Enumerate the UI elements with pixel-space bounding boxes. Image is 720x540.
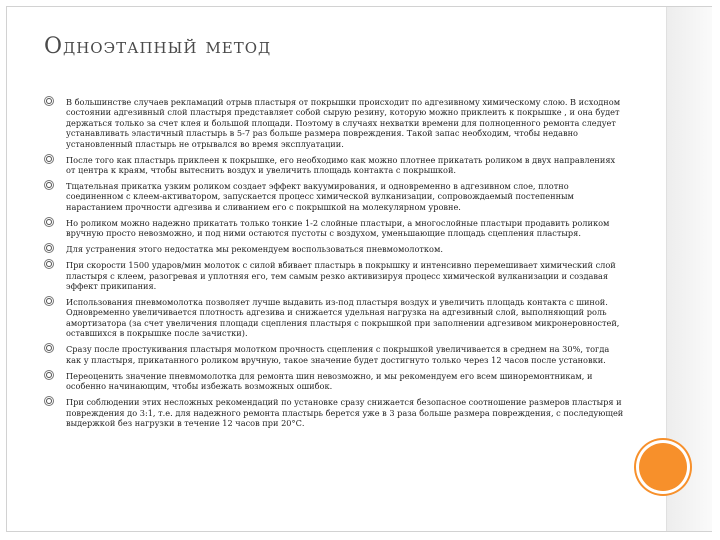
- bullet-list: [44, 97, 624, 434]
- list-item-text: Сразу после простукивания пластыря молотком прочность сцепления с покрышкой увеличивается в среднем на 30%, тогда как у пластыря, прикатанного роликом вручную, такое значение будет достигнуто только через 12 часов после установки.: [66, 344, 610, 365]
- list-item: [44, 344, 624, 365]
- list-item: [44, 97, 624, 149]
- list-item: [44, 371, 624, 392]
- bullet-circle-icon: [46, 219, 52, 225]
- slide-title: Одноэтапный метод: [44, 34, 272, 59]
- list-item: [44, 155, 624, 176]
- list-item-text: После того как пластырь приклеен к покрышке, его необходимо как можно плотнее прикатать роликом в двух направлениях от центра к краям, чтобы вытеснить воздух и увеличить площадь контакта с покрышкой.: [66, 154, 616, 176]
- bullet-circle-icon: [46, 98, 52, 104]
- list-item-text: Тщательная прикатка узким роликом создает эффект вакуумирования, и одновременно в адгезивном слое, плотно соединенном с клеем-активатором, запускается процесс химической вулканизации, сопровождаемый постепенным нарастанием прочности адгезива и сливанием его с покрышкой на молекулярном уровне.: [66, 181, 574, 212]
- bullet-circle-icon: [46, 345, 52, 351]
- list-item: [44, 260, 624, 291]
- bullet-circle-icon: [46, 261, 52, 267]
- list-item: [44, 297, 624, 339]
- list-item-text: В большинстве случаев рекламаций отрыв пластыря от покрышки происходит по адгезивному химическому слою. В исходном состоянии адгезивный слой пластыря представляет собой сырую резину, которую можно приклеить к покрышке , и она будет держаться только за счет клея и большой площади. Поэтому в случаях нехватки времени для полноценного ремонта следует устанавливать эластичный пластырь в 5-7 раз больше размера повреждения. Такой запас необходим, чтобы недавно установленный пластырь не отрывался во время эксплуатации.: [66, 97, 621, 149]
- list-item-text: Для устранения этого недостатка мы рекомендуем воспользоваться пневмомолотком.: [66, 244, 443, 255]
- list-item-text: При скорости 1500 ударов/мин молоток с силой вбивает пластырь в покрышку и интенсивно перемешивает химический слой пластыря с клеем, разогревая и уплотняя его, тем самым резко активизируя процесс химической вулканизации и создавая эффект прикипания.: [66, 260, 616, 292]
- list-item-text: Использования пневмомолотка позволяет лучше выдавить из-под пластыря воздух и увеличить площадь контакта с шиной. Одновременно увеличивается плотность адгезива и снижается удельная нагрузка на адгезивный слой, выполняющий роль амортизатора (за счет увеличения площади сцепления пластыря с покрышкой при заполнении адгезивом микронеровностей, оставшихся в покрышке после зачистки).: [66, 297, 620, 339]
- list-item-text: При соблюдении этих несложных рекомендаций по установке сразу снижается безопасное соотношение размеров пластыря и повреждения до 3:1, т.е. для надежного ремонта пластырь берется уже в 3 раза больше размера повреждения, с последующей выдержкой без нагрузки в течение 12 часов при 20°С.: [66, 397, 624, 428]
- bullet-circle-icon: [46, 156, 52, 162]
- orange-circle-decoration: [639, 443, 687, 491]
- bullet-circle-icon: [46, 398, 52, 404]
- list-item: [44, 181, 624, 212]
- list-item: [44, 244, 624, 254]
- list-item: [44, 397, 624, 428]
- bullet-circle-icon: [46, 182, 52, 188]
- bullet-circle-icon: [46, 298, 52, 304]
- list-item-text: Переоценить значение пневмомолотка для ремонта шин невозможно, и мы рекомендуем его всем шиноремонтникам, и особенно начинающим, чтобы избежать возможных ошибок.: [66, 370, 593, 392]
- bullet-circle-icon: [46, 245, 52, 251]
- list-item: [44, 218, 624, 239]
- list-item-text: Но роликом можно надежно прикатать только тонкие 1-2 слойные пластыри, а многослойные пластыри продавить роликом вручную просто невозможно, и под ними остаются пустоты с воздухом, уменьшающие площадь сцепления пластыря.: [66, 217, 610, 239]
- bullet-circle-icon: [46, 372, 52, 378]
